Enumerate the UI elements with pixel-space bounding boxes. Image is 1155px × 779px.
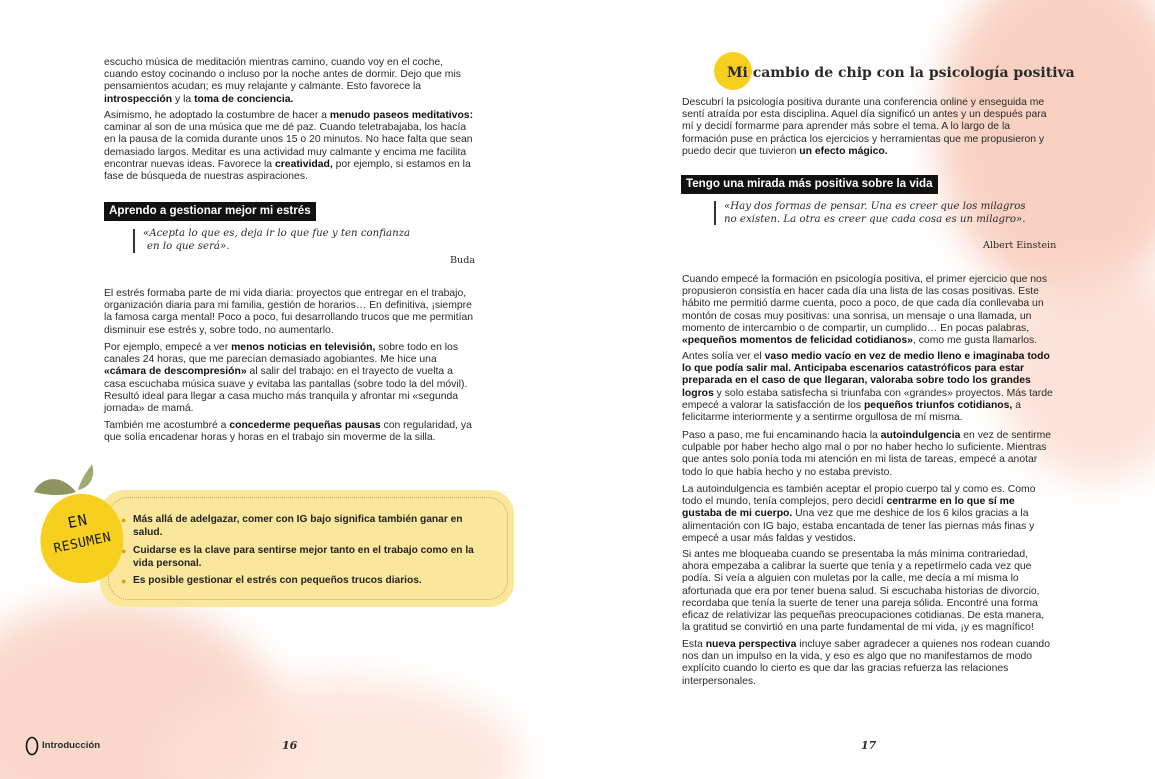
paragraph: También me acostumbré a concederme pequeñas pausas con regularidad, ya que solía encadenar horas y horas en el trabajo sin moverme de la silla. <box>104 420 472 444</box>
paragraph: Asimismo, he adoptado la costumbre de hacer a menudo paseos meditativos: caminar al son de una música que me dé paz. Cuando teletrabajaba, los hacía en la pausa de la comida durante unos 15 o 20 minutos. No hace falta que sean demasiado largos. Meditar es una actividad muy calmante y encima me facilita encontrar nuevas ideas. Favorece la creatividad, por ejemplo, si estamos en la fase de búsqueda de nuestras aspiraciones. <box>104 110 474 183</box>
paragraph: Paso a paso, me fui encaminando hacia la autoindulgencia en vez de sentirme culpable por haber hecho algo mal o por no haber hecho lo suficiente. Mientras que antes solo ponía toda mi atención en mi lista de tareas, empecé a anotar todo lo que había hecho y no estaba previsto. <box>682 430 1052 478</box>
quote-line: en lo que será». <box>147 240 230 252</box>
paragraph: Por ejemplo, empecé a ver menos noticias en televisión, sobre todo en los canales 24 horas, que me parecían demasiado agobiantes. Me hice una «cámara de descompresión» al salir del trabajo: en el trayecto de vuelta a casa escuchaba música suave y evitaba las pantallas (sobre todo la del móvil). Resultó ideal para llegar a casa mucho más tranquila y afrontar mi «segunda jornada» de mamá. <box>104 342 468 415</box>
summary-item: ● Es posible gestionar el estrés con pequeños trucos diarios. <box>121 575 422 586</box>
summary-label-line: EN <box>66 510 90 533</box>
summary-label-line: RESUMEN <box>52 529 113 557</box>
paragraph: Cuando empecé la formación en psicología positiva, el primer ejercicio que nos propusieron consistía en hacer cada día una lista de las cosas positivas. Este hábito me permitió darme cuenta, poco a poco, de que cada día conllevaba un montón de cosas muy positivas: una sonrisa, un mensaje o una llamada, un momento de intercambio o de compartir, un cumplido… En pocas palabras, «pequeños momentos de felicidad cotidianos», como me gusta llamarlos. <box>682 274 1048 347</box>
quote-author: Albert Einstein <box>983 240 1057 251</box>
page-number: 16 <box>282 739 298 752</box>
paragraph: Esta nueva perspectiva incluye saber agradecer a quienes nos rodean cuando nos dan un impulso en la vida, y eso es algo que no manifestamos de modo explícito cuando lo cierto es que dar las gracias refuerza las relaciones interpersonales. <box>682 639 1050 687</box>
page-number: 17 <box>861 739 877 752</box>
quote-line: no existen. La otra es creer que cada cosa es un milagro». <box>724 213 1026 225</box>
paragraph: escucho música de meditación mientras camino, cuando voy en el coche, cuando estoy cocinando o incluso por la noche antes de dormir. Dejo que mis pensamientos acudan; es muy relajante y calmante. Esto favorece la introspección y la toma de conciencia. <box>104 57 461 105</box>
left-page <box>0 0 577 779</box>
footer-section-label: Introducción <box>42 740 101 751</box>
right-page <box>577 0 1155 779</box>
page-title: Mi cambio de chip con la psicología positiva <box>727 65 1075 81</box>
quote <box>143 228 443 253</box>
summary-item: ● Más allá de adelgazar, comer con IG bajo significa también ganar en salud. <box>121 514 463 538</box>
quote-line: «Hay dos formas de pensar. Una es creer que los milagros <box>724 201 1026 212</box>
section-heading: Aprendo a gestionar mejor mi estrés <box>104 202 316 221</box>
quote-line: «Acepta lo que es, deja ir lo que fue y ten confianza <box>143 228 411 239</box>
quote <box>724 201 1054 226</box>
paragraph: Si antes me bloqueaba cuando se presentaba la más mínima contrariedad, ahora empezaba a calibrar la suerte que tenía y a repetírmelo cada vez que podía. Si veía a alguien con muletas por la calle, me decía a mí misma lo afortunada que era por tener buena salud. Si escuchaba historias de divorcio, recordaba que tenía la suerte de tener una pareja sólida. Encontré una forma eficaz de relativizar las pequeñas preocupaciones cotidianas. De esta manera, la gratitud se convirtió en una parte fundamental de mi vida, ¡y es magnífico! <box>682 549 1045 634</box>
section-heading: Tengo una mirada más positiva sobre la vida <box>681 175 938 194</box>
paragraph: Descubrí la psicología positiva durante una conferencia online y enseguida me sentí atraída por esta disciplina. Aquel día significó un antes y un después para mí y decidí formarme para aprender más sobre el tema. A lo largo de la formación puse en práctica los ejercicios y herramientas que me propusieron y puedo decir que tuvieron un efecto mágico. <box>682 97 1047 157</box>
summary-item: ● Cuidarse es la clave para sentirse mejor tanto en el trabajo como en la vida personal. <box>121 545 474 569</box>
quote-bar <box>133 229 135 253</box>
paragraph: Antes solía ver el vaso medio vacío en vez de medio lleno e imaginaba todo lo que podía salir mal. Anticipaba escenarios catastróficos para estar preparada en el caso de que llegaran, valoraba sobre todo los grandes logros y solo estaba satisfecha si triunfaba con «grandes» proyectos. Más tarde empecé a valorar la satisfacción de los pequeños triunfos cotidianos, a felicitarme interiormente y a sentirme orgullosa de mí misma. <box>682 351 1053 424</box>
paragraph: El estrés formaba parte de mi vida diaria: proyectos que entregar en el trabajo, organización diaria para mi familia, gestión de horarios… En definitiva, ¡siempre la famosa carga mental! Poco a poco, fui desarrollando trucos que me permitían disminuir ese estrés y, sobre todo, no aumentarlo. <box>104 288 474 336</box>
quote-author: Buda <box>450 255 476 266</box>
section-marker-icon <box>25 736 39 756</box>
paragraph: La autoindulgencia es también aceptar el propio cuerpo tal y como es. Como todo el mundo, tenía complejos, pero decidí centrarme en lo que sí me gustaba de mi cuerpo. Una vez que me deshice de los 6 kilos gracias a la alimentación con IG bajo, estaba encantada de tener las piernas más finas y empecé a usar más faldas y vestidos. <box>682 484 1036 544</box>
quote-bar <box>714 201 716 225</box>
